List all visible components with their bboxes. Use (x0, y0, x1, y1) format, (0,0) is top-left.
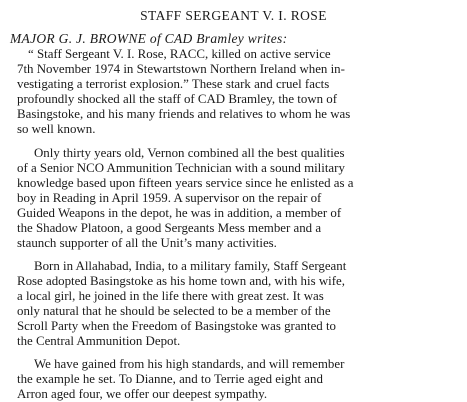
text-line: “ Staff Sergeant V. I. Rose, RACC, killed on active service (28, 47, 331, 61)
text-line: profoundly shocked all the staff of CAD Bramley, the town of (17, 92, 338, 106)
text-line: staunch supporter of all the Unit’s many activities. (17, 236, 277, 250)
text-line: Basingstoke, and his many friends and relatives to whom he was (17, 107, 351, 121)
text-line: knowledge based upon fifteen years service since he enlisted as a (17, 176, 354, 190)
text-line: Born in Allahabad, India, to a military family, Staff Sergeant (34, 259, 347, 273)
text-line: Guided Weapons in the depot, he was in addition, a member of (17, 206, 342, 220)
text-line: Only thirty years old, Vernon combined all the best qualities (34, 146, 345, 160)
text-line: We have gained from his high standards, and will remember (34, 357, 345, 371)
text-line: of a Senior NCO Ammunition Technician with a sound military (17, 161, 345, 175)
text-line: a local girl, he joined in the life there with great zest. It was (17, 289, 324, 303)
text-line: Scroll Party when the Freedom of Basingstoke was granted to (17, 319, 336, 333)
article-byline: MAJOR G. J. BROWNE of CAD Bramley writes: (10, 31, 288, 46)
article-title: STAFF SERGEANT V. I. ROSE (140, 8, 327, 23)
text-line: so well known. (17, 122, 96, 136)
text-line: vestigating a terrorist explosion.” These stark and cruel facts (17, 77, 330, 91)
text-line: boy in Reading in April 1959. A supervisor on the repair of (17, 191, 322, 205)
text-line: Arron aged four, we offer our deepest sympathy. (17, 387, 268, 401)
text-line: 7th November 1974 in Stewartstown Northern Ireland when in- (17, 62, 345, 76)
text-line: only natural that he should be selected to be a member of the (17, 304, 331, 318)
text-line: the Central Ammunition Depot. (17, 334, 181, 348)
text-line: the example he set. To Dianne, and to Terrie aged eight and (17, 372, 323, 386)
text-line: the Shadow Platoon, a good Sergeants Mess member and a (17, 221, 322, 235)
text-line: Rose adopted Basingstoke as his home town and, with his wife, (17, 274, 345, 288)
